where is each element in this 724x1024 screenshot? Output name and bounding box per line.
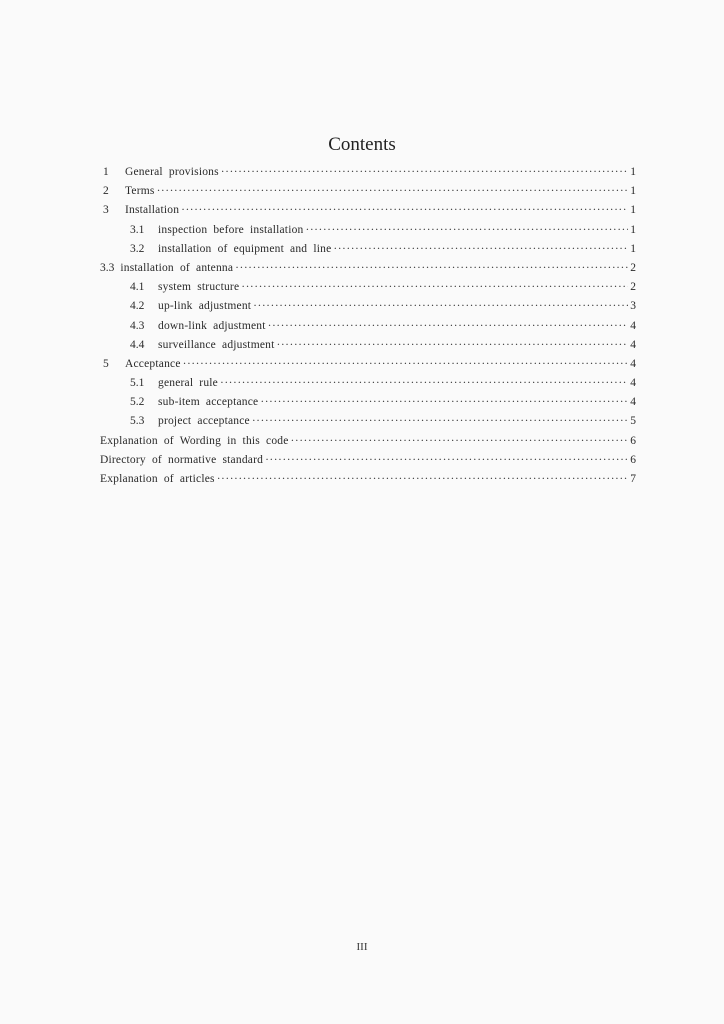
toc-entry[interactable]: [100, 451, 636, 470]
dot-leader: [333, 240, 628, 259]
toc-entry-page: 2: [630, 281, 636, 294]
toc-entry-number: 5: [103, 357, 109, 370]
toc-entry-title: up-link adjustment: [158, 300, 252, 313]
dot-leader: [291, 432, 628, 451]
toc-entry-page: 1: [630, 185, 636, 198]
toc-entry-title: Directory of normative standard: [100, 453, 264, 466]
toc-entry-page: 4: [630, 357, 636, 370]
toc-entry-page: 6: [630, 453, 636, 466]
dot-leader: [217, 470, 628, 489]
toc-entry-page: 1: [630, 204, 636, 217]
toc-entry-page: 2: [630, 261, 636, 274]
toc-entry[interactable]: [100, 374, 636, 393]
dot-leader: [241, 278, 628, 297]
dot-leader: [235, 259, 628, 278]
toc-entry-page: 3: [630, 300, 636, 313]
toc-entry-title: inspection before installation: [158, 223, 304, 236]
toc-entry[interactable]: [100, 221, 636, 240]
toc-entry-title: Installation: [125, 204, 180, 217]
dot-leader: [306, 221, 629, 240]
toc-entry[interactable]: [100, 201, 636, 220]
toc-entry-page: 4: [630, 338, 636, 351]
dot-leader: [268, 317, 628, 336]
toc-entry[interactable]: [100, 412, 636, 431]
dot-leader: [277, 336, 629, 355]
toc-entry[interactable]: [100, 259, 636, 278]
page-title: Contents: [328, 134, 396, 155]
toc-entry-page: 6: [630, 434, 636, 447]
table-of-contents: [100, 163, 636, 489]
toc-entry[interactable]: [100, 182, 636, 201]
toc-entry-title: general rule: [158, 377, 218, 390]
toc-entry[interactable]: [100, 297, 636, 316]
toc-entry[interactable]: [100, 336, 636, 355]
dot-leader: [181, 201, 628, 220]
toc-entry-title: surveillance adjustment: [158, 338, 275, 351]
toc-entry[interactable]: [100, 470, 636, 489]
toc-entry[interactable]: [100, 278, 636, 297]
toc-entry-page: 7: [630, 473, 636, 485]
toc-entry-title: Terms: [125, 185, 155, 198]
dot-leader: [265, 451, 628, 470]
dot-leader: [221, 163, 628, 182]
dot-leader: [183, 355, 628, 374]
toc-entry-page: 4: [630, 319, 636, 332]
toc-entry-title: General provisions: [125, 166, 219, 178]
dot-leader: [252, 412, 628, 431]
toc-entry-title: installation of antenna: [120, 261, 234, 274]
toc-entry-number: 4.1: [130, 281, 145, 294]
toc-entry-page: 1: [630, 166, 636, 178]
toc-entry-number: 3.1: [130, 223, 145, 236]
toc-entry-number: 3.2: [130, 242, 145, 255]
toc-entry-title: Acceptance: [125, 357, 181, 370]
toc-entry-page: 4: [630, 396, 636, 409]
toc-entry-title: Explanation of articles: [100, 473, 215, 485]
toc-entry-page: 1: [630, 223, 636, 236]
toc-entry-title: sub-item acceptance: [158, 396, 259, 409]
toc-entry-number: 5.2: [130, 396, 145, 409]
toc-entry-title: system structure: [158, 281, 240, 294]
toc-entry[interactable]: [100, 317, 636, 336]
dot-leader: [157, 182, 628, 201]
toc-entry[interactable]: [100, 240, 636, 259]
toc-entry-title: installation of equipment and line: [158, 242, 332, 255]
toc-entry-number: 1: [103, 166, 109, 178]
dot-leader: [253, 297, 628, 316]
toc-entry-number: 4.4: [130, 338, 145, 351]
toc-entry-number: 3.3: [100, 261, 115, 274]
toc-entry-title: Explanation of Wording in this code: [100, 434, 289, 447]
dot-leader: [260, 393, 628, 412]
toc-entry[interactable]: [100, 393, 636, 412]
toc-entry-page: 1: [630, 242, 636, 255]
toc-entry-title: project acceptance: [158, 415, 250, 428]
toc-entry-number: 5.1: [130, 377, 145, 390]
dot-leader: [220, 374, 628, 393]
toc-entry-number: 3: [103, 204, 109, 217]
toc-entry-number: 4.2: [130, 300, 145, 313]
toc-entry-number: 2: [103, 185, 109, 198]
toc-entry-number: 5.3: [130, 415, 145, 428]
page-number: III: [356, 941, 368, 953]
toc-entry[interactable]: [100, 355, 636, 374]
toc-entry-number: 4.3: [130, 319, 145, 332]
toc-entry-title: down-link adjustment: [158, 319, 266, 332]
toc-entry[interactable]: [100, 432, 636, 451]
toc-entry-page: 4: [630, 377, 636, 390]
toc-entry[interactable]: [100, 163, 636, 182]
toc-entry-page: 5: [630, 415, 636, 428]
